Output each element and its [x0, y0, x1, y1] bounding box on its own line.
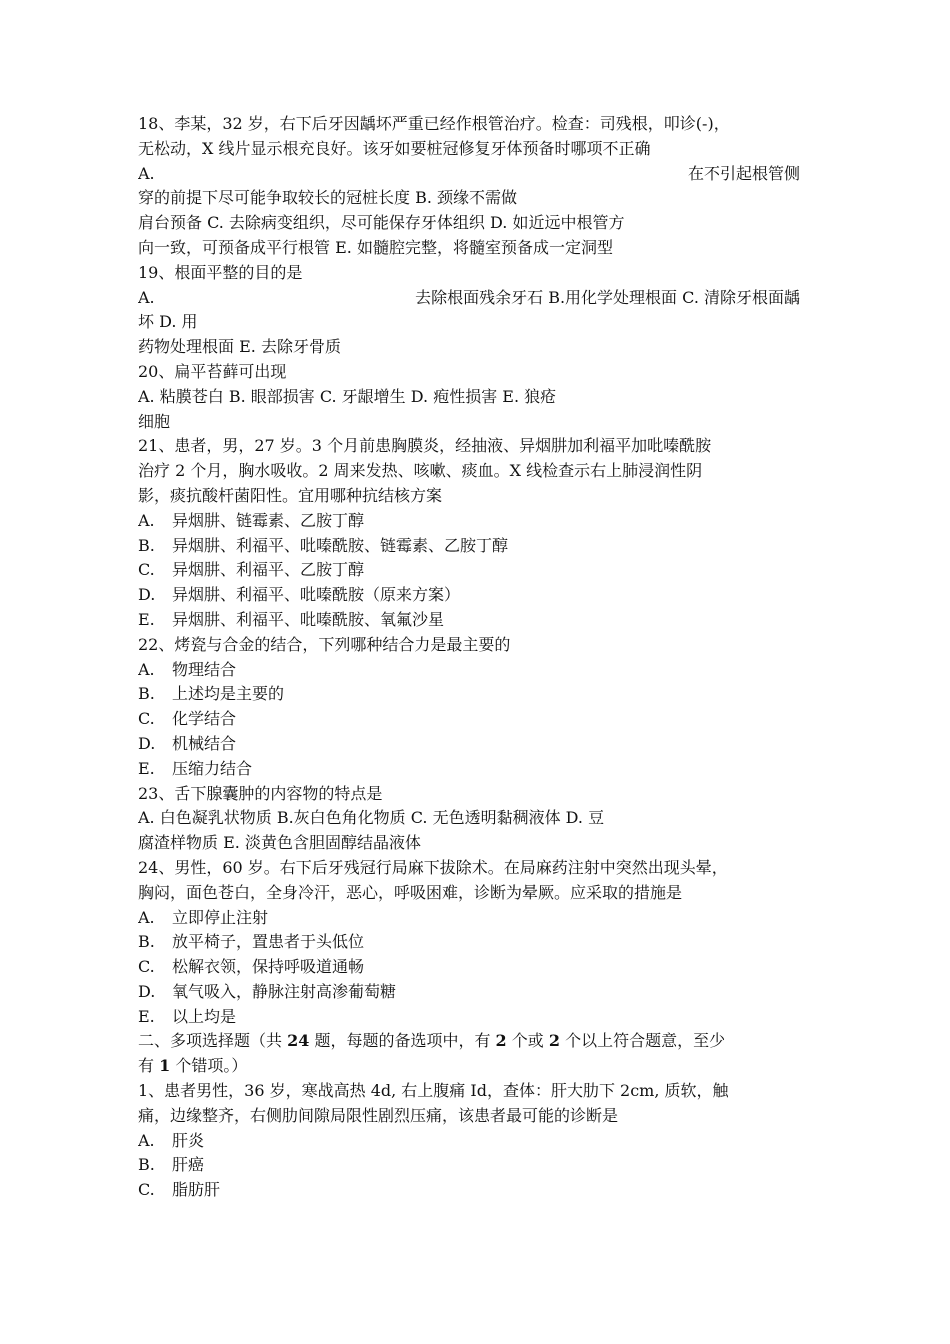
q22-option [138, 732, 828, 757]
section-2-heading-line-2 [138, 1054, 828, 1079]
option-text: 压缩力结合 [172, 758, 253, 778]
option-text: 以上均是 [172, 1006, 237, 1026]
q20-line-3: 细胞 [138, 411, 171, 431]
option-text: 上述均是主要的 [172, 684, 285, 704]
q19-line-4: 药物处理根面 E. 去除牙骨质 [138, 337, 341, 357]
m1-option [138, 1129, 828, 1154]
q21-option [138, 558, 828, 583]
q24-option [138, 980, 828, 1005]
q21-line-3: 影，痰抗酸杆菌阳性。宜用哪种抗结核方案 [138, 485, 443, 505]
q22-option [138, 682, 828, 707]
q19-line-2 [138, 286, 828, 311]
q21-option [138, 583, 828, 608]
option-letter: C. [138, 957, 155, 977]
q18-line-4: 穿的前提下尽可能争取较长的冠桩长度 B. 颈缘不需做 [138, 188, 518, 208]
option-text: 松解衣领，保持呼吸道通畅 [172, 957, 365, 977]
option-text: 异烟肼、利福平、吡嗪酰胺、链霉素、乙胺丁醇 [172, 535, 509, 555]
option-letter: B. [138, 535, 155, 555]
option-text: 放平椅子，置患者于头低位 [172, 932, 365, 952]
heading-text: 有 [138, 1056, 160, 1076]
option-text: 物理结合 [172, 659, 237, 679]
q18-line-1: 18、李某，32 岁，右下后牙因龋坏严重已经作根管治疗。检查：司残根，叩诊(-)， [138, 114, 730, 133]
option-letter: C. [138, 560, 155, 580]
q24-option [138, 906, 828, 931]
document-page [138, 112, 828, 1203]
option-text: 异烟肼、利福平、吡嗪酰胺（原来方案） [172, 585, 461, 605]
option-letter: A. [138, 510, 155, 530]
option-letter: A. [138, 659, 155, 679]
min-correct-count: 2 [495, 1031, 507, 1051]
option-text: 异烟肼、利福平、吡嗪酰胺、氧氟沙星 [172, 609, 445, 629]
option-letter: E. [138, 758, 155, 778]
option-text: 异烟肼、链霉素、乙胺丁醇 [172, 510, 365, 530]
option-text: 机械结合 [172, 733, 237, 753]
q18-line-6: 向一致，可预备成平行根管 E. 如髓腔完整，将髓室预备成一定洞型 [138, 237, 613, 257]
q21-option [138, 509, 828, 534]
option-letter: E. [138, 609, 155, 629]
heading-text: 个或 [506, 1031, 549, 1051]
q19-options-text: 去除根面残余牙石 B.用化学处理根面 C. 清除牙根面龋 [415, 287, 800, 307]
option-letter: D. [138, 733, 156, 753]
option-text: 肝炎 [172, 1130, 205, 1150]
option-letter: C. [138, 709, 155, 729]
option-text: 氧气吸入，静脉注射高渗葡萄糖 [172, 981, 397, 1001]
q22-option [138, 707, 828, 732]
option-text: 化学结合 [172, 709, 237, 729]
q23-stem: 23、舌下腺囊肿的内容物的特点是 [138, 783, 383, 803]
q18-line-5: 肩台预备 C. 去除病变组织，尽可能保存牙体组织 D. 如近远中根管方 [138, 213, 625, 233]
option-letter: A. [138, 907, 155, 927]
q18-option-a-text-start: 在不引起根管侧 [687, 163, 800, 183]
option-text: 立即停止注射 [172, 907, 269, 927]
q24-line-2: 胸闷，面色苍白，全身冷汗，恶心，呼吸困难，诊断为晕厥。应采取的措施是 [138, 882, 683, 902]
q18-line-3 [138, 162, 828, 187]
m1-option [138, 1178, 828, 1203]
q20-stem: 20、扁平苔藓可出现 [138, 361, 287, 381]
q18-line-2: 无松动，X 线片显示根充良好。该牙如要桩冠修复牙体预备时哪项不正确 [138, 138, 651, 158]
q20-line-2: A. 粘膜苍白 B. 眼部损害 C. 牙龈增生 D. 疱性损害 E. 狼疮 [138, 386, 557, 406]
q23-line-3: 腐渣样物质 E. 淡黄色含胆固醇结晶液体 [138, 833, 421, 853]
option-text: 肝癌 [172, 1155, 205, 1175]
m1-line-1: 1、患者男性，36 岁，寒战高热 4d, 右上腹痛 Id，查体：肝大肋下 2cm, 质软，触 [138, 1081, 729, 1101]
q23-line-2: A. 白色凝乳状物质 B.灰白色角化物质 C. 无色透明黏稠液体 D. 豆 [138, 808, 605, 828]
heading-text: 二、多项选择题（共 [138, 1031, 288, 1051]
option-text: 脂肪肝 [172, 1180, 221, 1200]
m1-option [138, 1153, 828, 1178]
section-2-heading-line-1 [138, 1029, 828, 1054]
option-letter: D. [138, 981, 156, 1001]
q24-line-1: 24、男性，60 岁。右下后牙残冠行局麻下拔除术。在局麻药注射中突然出现头晕， [138, 857, 728, 877]
q21-option [138, 608, 828, 633]
option-letter: B. [138, 684, 155, 704]
q19-line-3: 坏 D. 用 [138, 312, 198, 332]
min-correct-count: 2 [548, 1031, 561, 1051]
q24-option [138, 955, 828, 980]
q22-option [138, 658, 828, 683]
heading-text: 个以上符合题意，至少 [560, 1031, 726, 1051]
q21-line-2: 治疗 2 个月，胸水吸收。2 周来发热、咳嗽、痰血。X 线检查示右上肺浸润性阴 [138, 461, 703, 481]
q24-option [138, 1005, 828, 1030]
q19-option-a-label: A. [138, 287, 155, 307]
m1-line-2: 痛，边缘整齐，右侧肋间隙局限性剧烈压痛，该患者最可能的诊断是 [138, 1105, 619, 1125]
option-letter: A. [138, 1130, 155, 1150]
option-letter: B. [138, 1155, 155, 1175]
option-letter: C. [138, 1180, 155, 1200]
q22-option [138, 757, 828, 782]
wrong-count: 1 [159, 1056, 171, 1076]
question-count: 24 [287, 1031, 310, 1051]
q18-option-a-label: A. [138, 163, 155, 183]
heading-text: 个错项。） [170, 1056, 248, 1076]
option-letter: B. [138, 932, 155, 952]
option-text: 异烟肼、利福平、乙胺丁醇 [172, 560, 365, 580]
q24-option [138, 930, 828, 955]
q22-stem: 22、烤瓷与合金的结合，下列哪种结合力是最主要的 [138, 634, 511, 654]
option-letter: D. [138, 585, 156, 605]
q19-stem: 19、根面平整的目的是 [138, 262, 303, 282]
heading-text: 题，每题的备选项中，有 [309, 1031, 496, 1051]
q21-line-1: 21、患者，男，27 岁。3 个月前患胸膜炎，经抽液、异烟肼加利福平加吡嗪酰胺 [138, 436, 712, 456]
option-letter: E. [138, 1006, 155, 1026]
q21-option [138, 534, 828, 559]
